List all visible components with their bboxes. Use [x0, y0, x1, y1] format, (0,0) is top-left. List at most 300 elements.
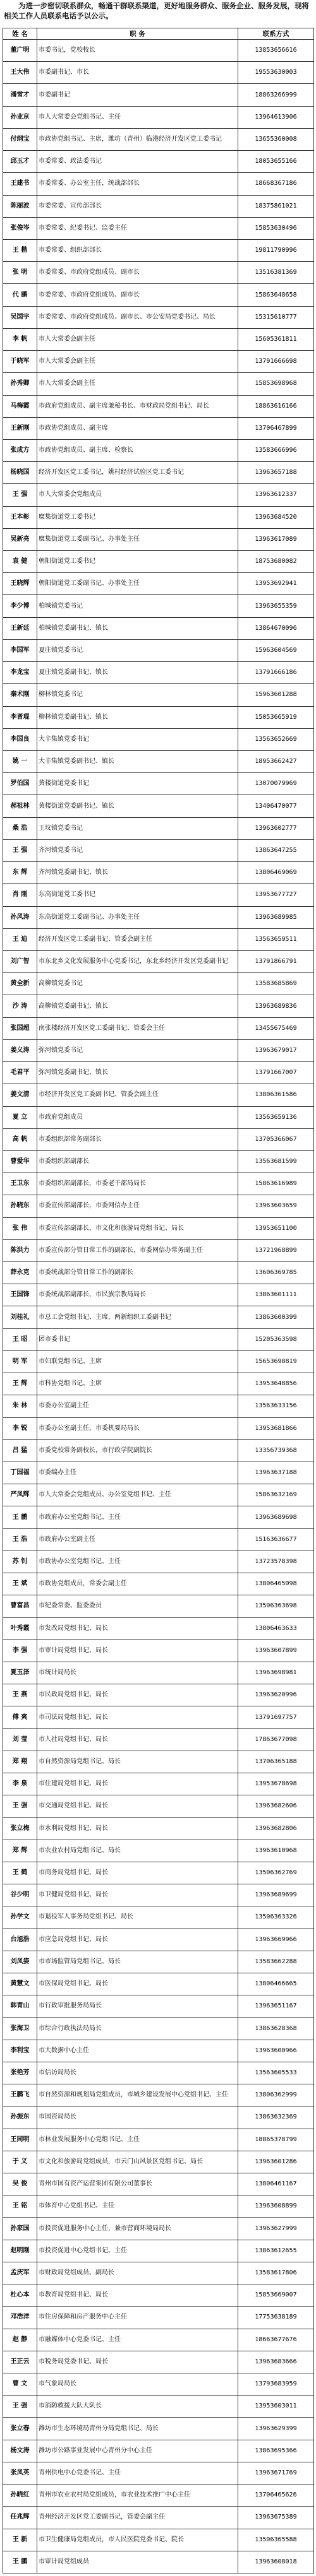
- cell-position: 市商务局党组书记、局长: [37, 1862, 238, 1884]
- cell-position: 市人大常委会副主任: [37, 373, 238, 395]
- table-row: [3, 239, 314, 261]
- cell-name: 刘桂礼: [3, 1306, 37, 1328]
- cell-phone: 13563652669: [238, 728, 314, 750]
- cell-name: 夏玉泽: [3, 1662, 37, 1684]
- cell-name: 李国良: [3, 728, 37, 750]
- table-row: [3, 195, 314, 217]
- cell-phone: 15605361811: [238, 328, 314, 350]
- cell-phone: 18668367186: [238, 173, 314, 195]
- table-row: [3, 2440, 314, 2462]
- table-row: [3, 1106, 314, 1128]
- cell-position: 市妇联党组书记、主席: [37, 1350, 238, 1373]
- table-row: [3, 639, 314, 661]
- cell-position: 市自然资源局党组书记、局长: [37, 1751, 238, 1773]
- cell-phone: 18663677676: [238, 2329, 314, 2351]
- cell-position: 朝阳街道党工委副书记、办事处主任: [37, 573, 238, 595]
- cell-position: 市委常委、政法委书记: [37, 151, 238, 173]
- cell-phone: 15863632169: [238, 1484, 314, 1506]
- table-row: [3, 1039, 314, 1061]
- cell-position: 南张楼经济开发区党工委副书记、管委会主任: [37, 1017, 238, 1039]
- cell-name: 王 强: [3, 839, 37, 861]
- table-row: [3, 106, 314, 128]
- cell-position: 潍坊市生态环境局青州分局党组书记、局长: [37, 2418, 238, 2440]
- cell-phone: 17863677098: [238, 1728, 314, 1751]
- cell-phone: 13963600966: [238, 2040, 314, 2062]
- cell-phone: 18753680082: [238, 551, 314, 573]
- cell-position: 朝阳街道党工委书记: [37, 551, 238, 573]
- cell-name: 王 斌: [3, 1573, 37, 1595]
- cell-position: 市东北乡文化发展服务中心党委书记，东北乡经济开发区党委副书记: [37, 950, 238, 972]
- cell-name: 东 辉: [3, 862, 37, 884]
- cell-phone: 13963610968: [238, 1840, 314, 1862]
- cell-phone: 13963669966: [238, 1929, 314, 1951]
- cell-phone: 13455675469: [238, 1017, 314, 1039]
- cell-name: 王 强: [3, 484, 37, 506]
- table-row: [3, 884, 314, 906]
- cell-name: 李 强: [3, 1640, 37, 1662]
- cell-position: 市委副书记: [37, 84, 238, 106]
- table-row: [3, 2284, 314, 2307]
- cell-phone: 18863266999: [238, 84, 314, 106]
- cell-position: 糜集街道党工委书记: [37, 506, 238, 528]
- table-row: [3, 328, 314, 350]
- table-row: [3, 528, 314, 550]
- cell-name: 叶秀霞: [3, 1617, 37, 1640]
- table-row: [3, 1728, 314, 1751]
- cell-name: 王 迪: [3, 928, 37, 950]
- table-row: [3, 2106, 314, 2129]
- cell-name: 李国军: [3, 639, 37, 661]
- cell-phone: 13963603659: [238, 1195, 314, 1217]
- table-row: [3, 1884, 314, 1906]
- cell-position: 市委宣传部副部长，市文化和旅游局党组书记、局长: [37, 1217, 238, 1239]
- cell-position: 市审计局党组书记、局长: [37, 1640, 238, 1662]
- cell-name: 李 锐: [3, 1417, 37, 1439]
- table-row: [3, 2418, 314, 2440]
- cell-name: 沙 涛: [3, 995, 37, 1017]
- cell-name: 王 浩: [3, 1528, 37, 1551]
- table-row: [3, 1284, 314, 1306]
- cell-phone: 13963651167: [238, 1995, 314, 2018]
- cell-name: 任兆辉: [3, 2507, 37, 2529]
- table-row: [3, 351, 314, 373]
- cell-name: 毛君平: [3, 1062, 37, 1084]
- cell-name: 李龙宝: [3, 662, 37, 684]
- table-row: [3, 2018, 314, 2040]
- cell-name: 张立梅: [3, 1817, 37, 1840]
- table-row: [3, 2262, 314, 2284]
- cell-name: 张艳芳: [3, 2062, 37, 2084]
- cell-position: 青州市农业农村局党组成员，市农业技术推广中心主任: [37, 2484, 238, 2507]
- cell-phone: 13953651100: [238, 1217, 314, 1239]
- cell-position: 柳林镇党委副书记、镇长: [37, 706, 238, 728]
- cell-name: 王 燕: [3, 1684, 37, 1706]
- table-row: [3, 1528, 314, 1551]
- cell-name: 孙晓东: [3, 1195, 37, 1217]
- cell-phone: 15853630496: [238, 217, 314, 239]
- table-row: [3, 2173, 314, 2195]
- cell-phone: 13963607899: [238, 1640, 314, 1662]
- table-row: [3, 1195, 314, 1217]
- cell-position: 市税务局党委书记、局长: [37, 2351, 238, 2373]
- cell-position: 市交通局党组书记、局长: [37, 1795, 238, 1817]
- cell-position: 市经济开发区党工委副书记、管委会副主任: [37, 1084, 238, 1106]
- cell-position: 市政协党组成员、副主席: [37, 417, 238, 439]
- table-row: [3, 1751, 314, 1773]
- cell-position: 经济开发区党工委副书记、管委会副主任: [37, 928, 238, 950]
- cell-position: 东高街道党工委书记: [37, 884, 238, 906]
- header-phone: 联系方式: [238, 28, 314, 40]
- cell-name: 郝祖林: [3, 795, 37, 817]
- cell-phone: 13953681866: [238, 1417, 314, 1439]
- table-row: [3, 1128, 314, 1150]
- table-row: [3, 2195, 314, 2218]
- table-row: [3, 462, 314, 484]
- cell-phone: 13953692941: [238, 573, 314, 595]
- cell-position: 市统计局局长: [37, 1662, 238, 1684]
- cell-phone: 13706365188: [238, 1751, 314, 1773]
- cell-position: 大辛集镇党委副书记、镇长: [37, 751, 238, 773]
- cell-position: 市纪委常委、监委委员: [37, 1595, 238, 1617]
- cell-phone: 13723578398: [238, 1551, 314, 1573]
- cell-name: 孙学文: [3, 1906, 37, 1929]
- table-row: [3, 2551, 314, 2573]
- cell-position: 市卫健局党组书记、局长: [37, 1884, 238, 1906]
- cell-phone: 13963689836: [238, 995, 314, 1017]
- cell-phone: 13563659511: [238, 928, 314, 950]
- table-row: [3, 1551, 314, 1573]
- table-body: [3, 40, 314, 2573]
- cell-position: 市卫生健康局党组成员，市人民医院党委书记、院长: [37, 2529, 238, 2551]
- table-row: [3, 684, 314, 706]
- table-row: [3, 950, 314, 972]
- cell-position: 大辛集镇党委书记: [37, 728, 238, 750]
- cell-phone: 13356739368: [238, 1439, 314, 1462]
- cell-name: 王 鹤: [3, 1862, 37, 1884]
- cell-name: 张成方: [3, 439, 37, 461]
- cell-position: 市委党校常务副校长，市行政学院副院长: [37, 1439, 238, 1462]
- cell-position: 市委常委、市政府党组成员、副市长、市公安局党委书记、局长: [37, 306, 238, 328]
- table-row: [3, 773, 314, 795]
- table-row: [3, 1817, 314, 1840]
- cell-position: 市科协党组书记、主席: [37, 1373, 238, 1395]
- table-row: [3, 1662, 314, 1684]
- cell-phone: 13963608899: [238, 2195, 314, 2218]
- cell-position: 市人大常委会副主任: [37, 351, 238, 373]
- table-row: [3, 417, 314, 439]
- cell-phone: 13070079969: [238, 773, 314, 795]
- cell-position: 市住房保障和房产服务中心主任: [37, 2307, 238, 2329]
- table-row: [3, 728, 314, 750]
- cell-name: 刘广智: [3, 950, 37, 972]
- table-row: [3, 1484, 314, 1506]
- cell-phone: 13506363698: [238, 1595, 314, 1617]
- cell-phone: 15053665919: [238, 706, 314, 728]
- cell-position: 弥河镇党委副书记、镇长: [37, 1062, 238, 1084]
- cell-name: 王 昭: [3, 1328, 37, 1350]
- cell-phone: 13953648856: [238, 1373, 314, 1395]
- cell-position: 市政协办公室党组书记、主任: [37, 1551, 238, 1573]
- table-row: [3, 1217, 314, 1239]
- table-row: [3, 862, 314, 884]
- cell-position: 市人大常委会副主任: [37, 328, 238, 350]
- cell-position: 市综合行政执法局局长: [37, 2018, 238, 2040]
- table-row: [3, 395, 314, 417]
- cell-name: 肖 刚: [3, 884, 37, 906]
- cell-name: 吴新亮: [3, 528, 37, 550]
- cell-name: 韩青山: [3, 1995, 37, 2018]
- table-row: [3, 1395, 314, 1417]
- table-row: [3, 1306, 314, 1328]
- cell-name: 李 帆: [3, 328, 37, 350]
- cell-phone: 13963627999: [238, 2218, 314, 2240]
- table-row: [3, 1862, 314, 1884]
- table-row: [3, 1617, 314, 1640]
- cell-phone: 13963629399: [238, 2418, 314, 2440]
- cell-position: 市委书记，党校校长: [37, 40, 238, 62]
- table-row: [3, 439, 314, 461]
- cell-name: 王鹏飞: [3, 2084, 37, 2106]
- cell-phone: 13863647255: [238, 839, 314, 861]
- table-row: [3, 1373, 314, 1395]
- cell-name: 孙风涛: [3, 906, 37, 928]
- table-row: [3, 1573, 314, 1595]
- cell-name: 王 铭: [3, 2195, 37, 2218]
- cell-position: 市人大常委会党组成员、办公室党组书记、主任: [37, 1484, 238, 1506]
- table-row: [3, 1439, 314, 1462]
- cell-name: 王 强: [3, 1795, 37, 1817]
- table-row: [3, 2373, 314, 2395]
- table-row: [3, 1929, 314, 1951]
- cell-phone: 13583617806: [238, 2262, 314, 2284]
- table-row: [3, 62, 314, 84]
- cell-phone: 13963682806: [238, 1817, 314, 1840]
- cell-name: 王 新: [3, 2529, 37, 2551]
- cell-name: 王建书: [3, 173, 37, 195]
- cell-phone: 13963689698: [238, 1506, 314, 1528]
- cell-name: 陈丽波: [3, 195, 37, 217]
- cell-name: 台旭浩: [3, 1929, 37, 1951]
- table-row: [3, 84, 314, 106]
- cell-name: 马梅霞: [3, 395, 37, 417]
- cell-position: 糜集街道党工委副书记、办事处主任: [37, 528, 238, 550]
- cell-position: 柏城镇党委书记: [37, 595, 238, 617]
- cell-phone: 13963683666: [238, 2351, 314, 2373]
- cell-position: 市委常委、办公室主任，统战部部长: [37, 173, 238, 195]
- cell-name: 曹爱华: [3, 1150, 37, 1173]
- table-row: [3, 1350, 314, 1373]
- cell-name: 王 鹏: [3, 2551, 37, 2573]
- cell-position: 市委常委、宣传部部长: [37, 195, 238, 217]
- cell-name: 于 义: [3, 2151, 37, 2173]
- cell-phone: 15205363598: [238, 1328, 314, 1350]
- table-row: [3, 173, 314, 195]
- cell-name: 王正云: [3, 2351, 37, 2373]
- cell-phone: 13863628368: [238, 2018, 314, 2040]
- cell-phone: 18375861021: [238, 195, 314, 217]
- cell-position: 夏庄镇党委副书记、镇长: [37, 662, 238, 684]
- table-row: [3, 1506, 314, 1528]
- cell-phone: 19811790996: [238, 239, 314, 261]
- cell-position: 市行政审批服务局局长: [37, 1995, 238, 2018]
- header-position: 职 务: [37, 28, 238, 40]
- cell-name: 严凤辉: [3, 1484, 37, 1506]
- cell-name: 李晋琨: [3, 706, 37, 728]
- cell-position: 市融媒体中心党委书记、主任: [37, 2329, 238, 2351]
- cell-position: 高柳镇党委副书记、镇长: [37, 995, 238, 1017]
- cell-position: 市大数据中心主任: [37, 2040, 238, 2062]
- cell-position: 市财政局党组成员、副局长: [37, 2262, 238, 2284]
- cell-phone: 13791667007: [238, 1062, 314, 1084]
- table-row: [3, 373, 314, 395]
- cell-position: 市政府党组成员: [37, 1106, 238, 1128]
- cell-phone: 13863601111: [238, 1284, 314, 1306]
- table-row: [3, 906, 314, 928]
- cell-name: 王 鹏: [3, 1506, 37, 1528]
- cell-position: 市发改局党组书记、局长: [37, 1617, 238, 1640]
- cell-position: 市委办公室副主任: [37, 1395, 238, 1417]
- cell-name: 董广明: [3, 40, 37, 62]
- cell-name: 于晓军: [3, 351, 37, 373]
- cell-name: 张立春: [3, 2418, 37, 2440]
- cell-name: 曹富昌: [3, 1595, 37, 1617]
- cell-position: 市司法局党组书记、局长: [37, 1706, 238, 1728]
- cell-phone: 13953677727: [238, 884, 314, 906]
- table-row: [3, 973, 314, 995]
- table-row: [3, 1262, 314, 1284]
- cell-name: 李少博: [3, 595, 37, 617]
- table-header: [3, 28, 314, 40]
- table-row: [3, 2484, 314, 2507]
- cell-position: 市投资促进服务中心主任，兼市营商环境局局长: [37, 2218, 238, 2240]
- cell-name: 李 泉: [3, 1773, 37, 1795]
- cell-position: 市政府办公室副主任: [37, 1528, 238, 1551]
- cell-position: 青州经济开发区党工委副书记，管委会副主任: [37, 2507, 238, 2529]
- cell-phone: 13963637188: [238, 1462, 314, 1484]
- cell-position: 市政协党组成员、副主席、检察长: [37, 439, 238, 461]
- cell-name: 王大伟: [3, 62, 37, 84]
- table-row: [3, 1462, 314, 1484]
- cell-name: 孙晓红: [3, 2484, 37, 2507]
- cell-phone: 13863695366: [238, 2440, 314, 2462]
- cell-position: 市委宣传部副部长，市委网信办主任: [37, 1195, 238, 1217]
- cell-position: 市政府办公室党组书记、主任: [37, 1506, 238, 1528]
- cell-name: 杨文涛: [3, 2440, 37, 2462]
- cell-position: 市政府党组成员、副主席兼秘书长、市财政局党组书记、局长: [37, 395, 238, 417]
- table-row: [3, 2040, 314, 2062]
- cell-position: 市医保局党组书记、局长: [37, 1973, 238, 1995]
- cell-position: 市文化和旅游局党组成员，市云门山风景区党组书记、局长: [37, 2151, 238, 2173]
- cell-phone: 13806466665: [238, 1973, 314, 1995]
- table-row: [3, 484, 314, 506]
- cell-position: 青州市国有资产运营集团有限公司董事长: [37, 2173, 238, 2195]
- cell-position: 市信访局局长: [37, 2062, 238, 2084]
- cell-name: 黄慧文: [3, 1973, 37, 1995]
- cell-name: 王 辉: [3, 1373, 37, 1395]
- cell-phone: 15653698819: [238, 1350, 314, 1373]
- table-row: [3, 2218, 314, 2240]
- cell-phone: 13953678698: [238, 1773, 314, 1795]
- cell-phone: 13963689699: [238, 1884, 314, 1906]
- table-row: [3, 1795, 314, 1817]
- table-row: [3, 706, 314, 728]
- table-row: [3, 2084, 314, 2106]
- cell-name: 邱玉才: [3, 151, 37, 173]
- table-row: [3, 795, 314, 817]
- cell-phone: 13655360008: [238, 128, 314, 150]
- table-row: [3, 751, 314, 773]
- table-row: [3, 817, 314, 839]
- table-row: [3, 551, 314, 573]
- cell-phone: 13583662288: [238, 1951, 314, 1973]
- cell-phone: 13791666698: [238, 351, 314, 373]
- cell-phone: 15853698968: [238, 373, 314, 395]
- cell-position: 市退役军人事务局党组书记、局长: [37, 1906, 238, 1929]
- cell-phone: 13963620996: [238, 1684, 314, 1706]
- cell-phone: 13963657188: [238, 462, 314, 484]
- table-row: [3, 2351, 314, 2373]
- cell-phone: 13563659136: [238, 1106, 314, 1128]
- cell-phone: 13583666996: [238, 439, 314, 461]
- table-row: [3, 2462, 314, 2484]
- cell-position: 经济开发区党工委书记，姚村经济试验区党工委书记: [37, 462, 238, 484]
- cell-position: 市委统战部分管日常工作的副部长: [37, 1262, 238, 1284]
- cell-position: 柳林镇党委书记: [37, 684, 238, 706]
- cell-name: 付纲宝: [3, 128, 37, 150]
- cell-position: 市应急局党组书记、局长: [37, 1929, 238, 1951]
- cell-phone: 13863600399: [238, 1306, 314, 1328]
- table-row: [3, 1840, 314, 1862]
- cell-name: 郑 翔: [3, 1751, 37, 1773]
- cell-name: 李利宝: [3, 2040, 37, 2062]
- cell-name: 刘凤姿: [3, 1951, 37, 1973]
- table-row: [3, 1684, 314, 1706]
- cell-position: 市投资促进中心党组书记、主任: [37, 2240, 238, 2262]
- table-row: [3, 2529, 314, 2551]
- cell-phone: 13963698981: [238, 1662, 314, 1684]
- cell-position: 柏城镇党委副书记、镇长: [37, 617, 238, 639]
- cell-position: 市委常委、组织部部长: [37, 239, 238, 261]
- cell-name: 代 鹏: [3, 284, 37, 306]
- cell-phone: 13721968899: [238, 1239, 314, 1261]
- cell-phone: 13806361586: [238, 1084, 314, 1106]
- cell-name: 王 强: [3, 2396, 37, 2418]
- table-row: [3, 2129, 314, 2151]
- cell-phone: 15963604569: [238, 639, 314, 661]
- table-row: [3, 1417, 314, 1439]
- table-row: [3, 1084, 314, 1106]
- table-row: [3, 1995, 314, 2018]
- cell-name: 王同明: [3, 2129, 37, 2151]
- cell-position: 夏庄镇党委书记: [37, 639, 238, 661]
- cell-name: 苏 钊: [3, 1551, 37, 1573]
- cell-phone: 13963682606: [238, 1795, 314, 1817]
- cell-position: 齐河镇党委书记: [37, 839, 238, 861]
- table-row: [3, 1706, 314, 1728]
- cell-name: 杨晓国: [3, 462, 37, 484]
- cell-phone: 13563605533: [238, 2062, 314, 2084]
- cell-position: 市委编办主任: [37, 1462, 238, 1484]
- table-row: [3, 2240, 314, 2262]
- cell-position: 市教育局党组书记、局长: [37, 2284, 238, 2307]
- cell-position: 市国资局局长: [37, 2106, 238, 2129]
- table-row: [3, 306, 314, 328]
- table-row: [3, 1328, 314, 1350]
- cell-phone: 13863632369: [238, 2106, 314, 2129]
- table-row: [3, 995, 314, 1017]
- cell-name: 谷少明: [3, 1884, 37, 1906]
- table-row: [3, 284, 314, 306]
